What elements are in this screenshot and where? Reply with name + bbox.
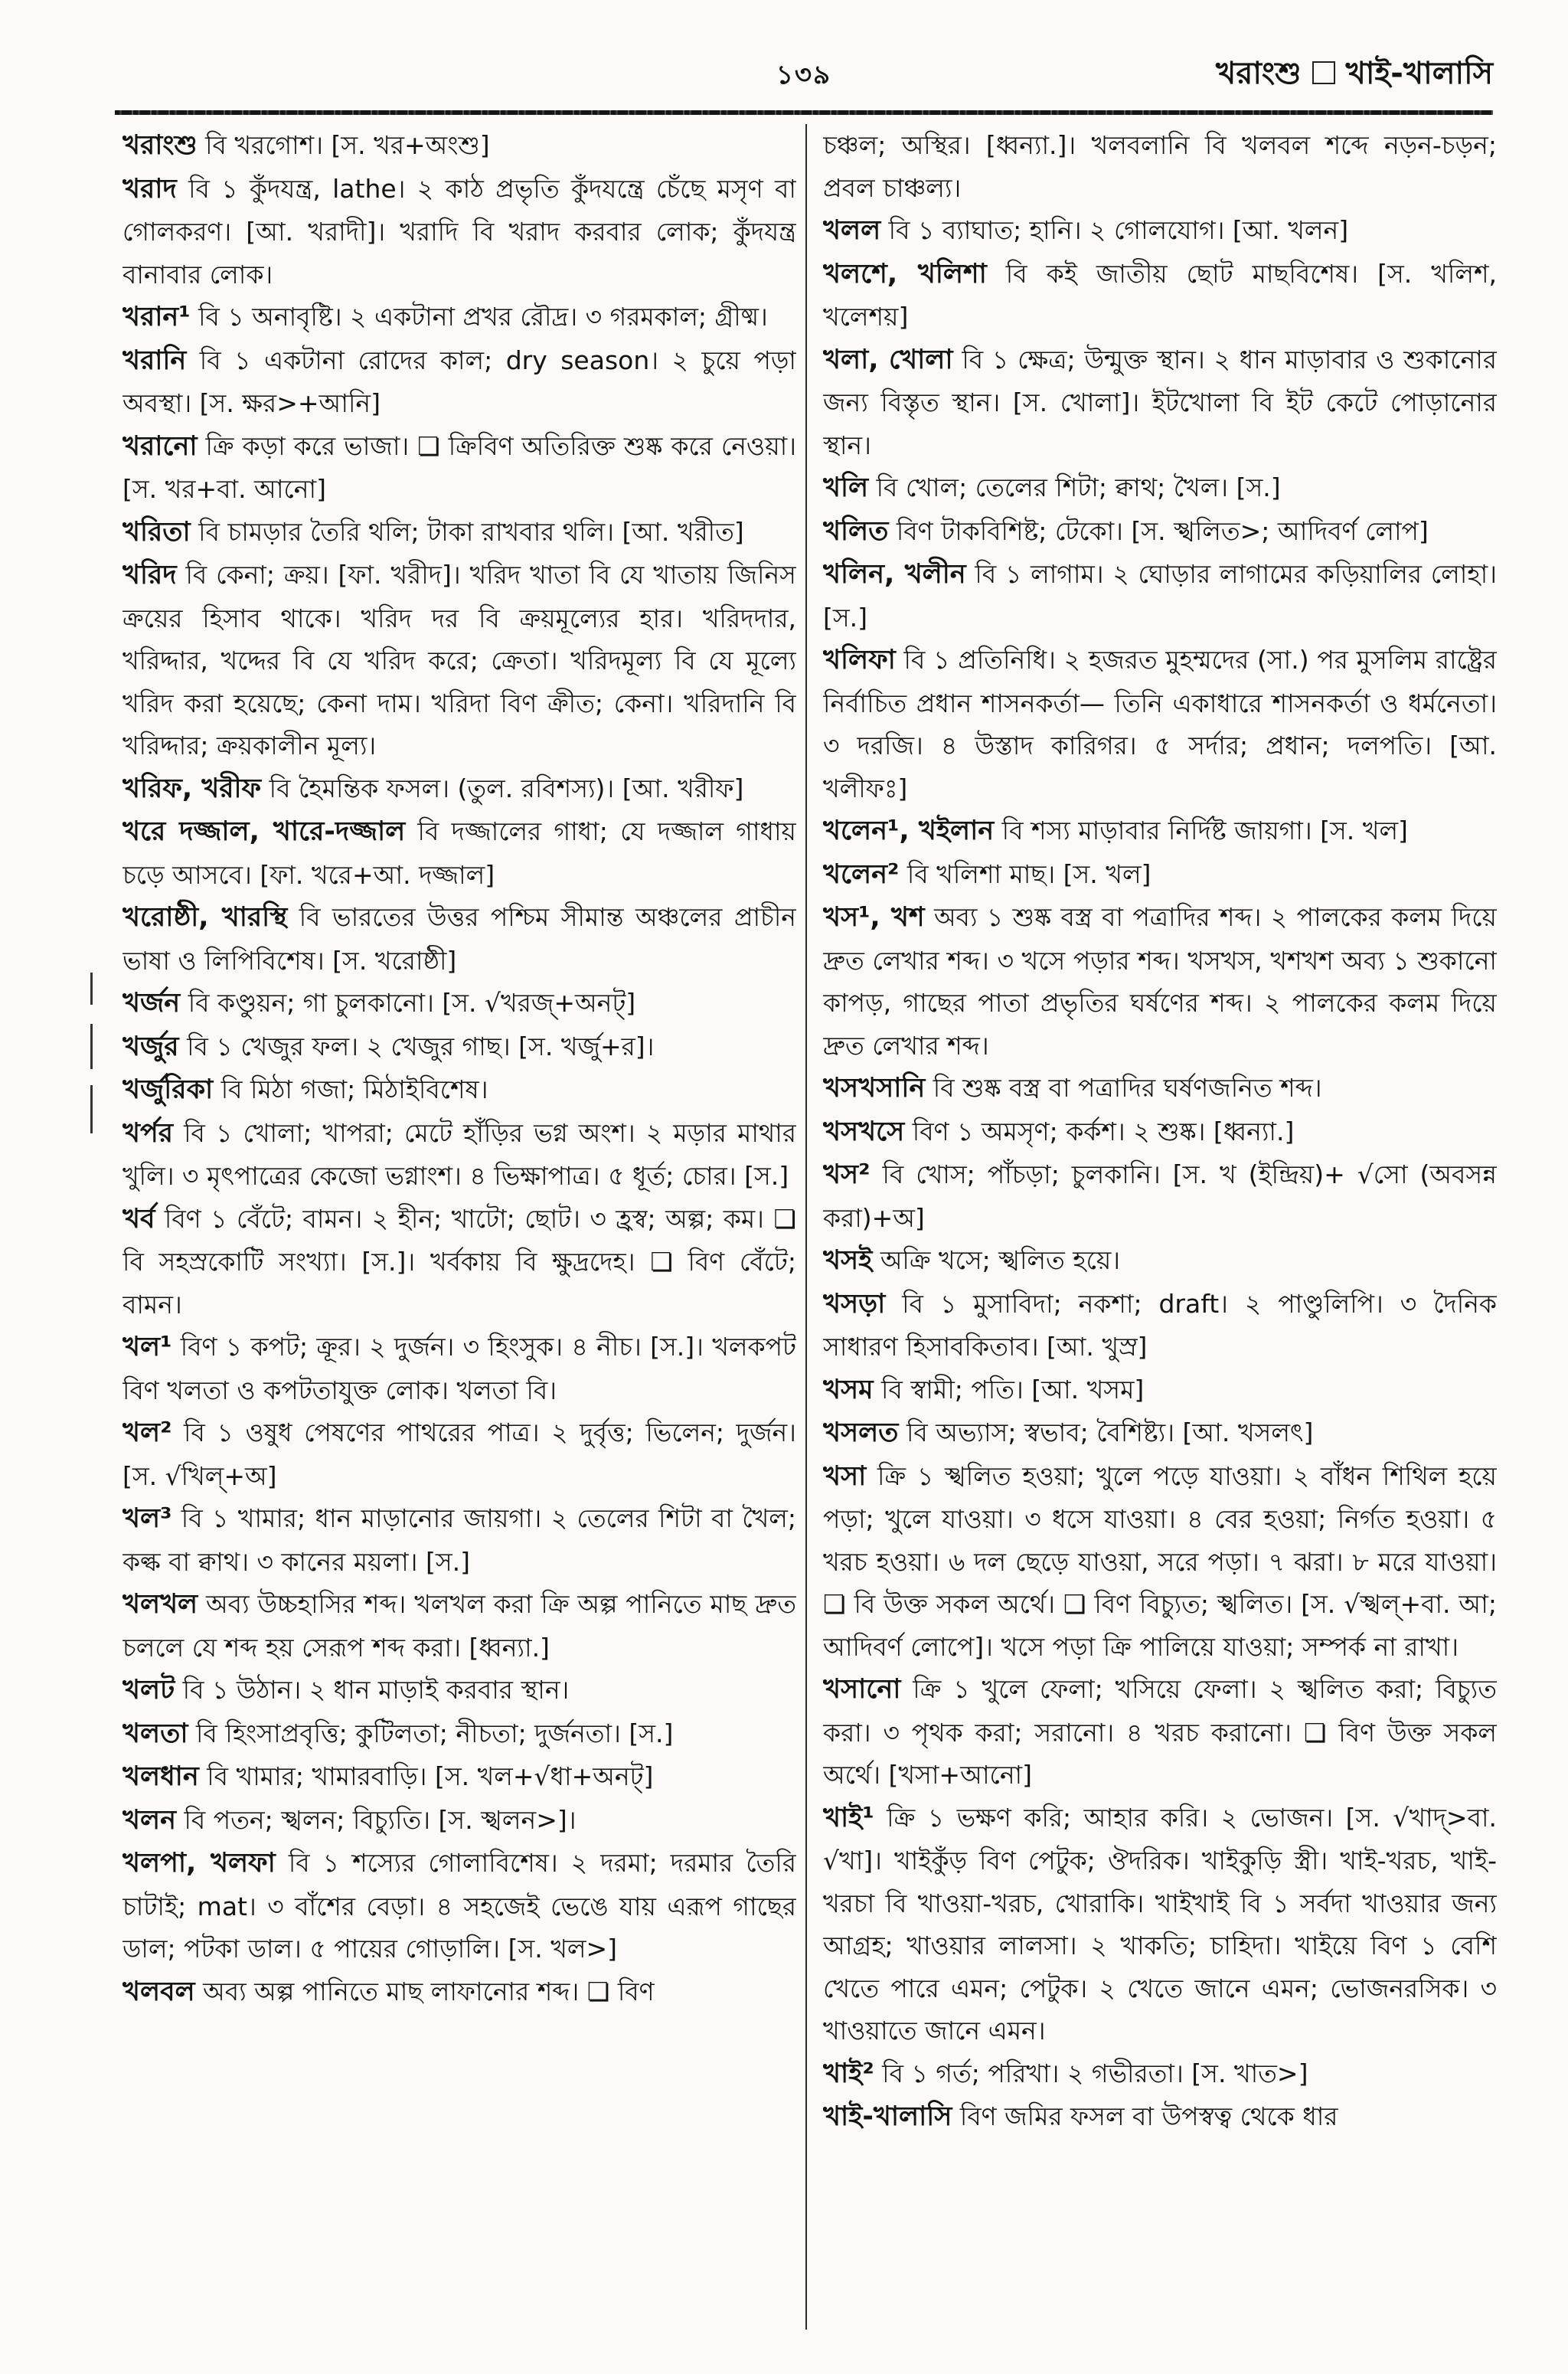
dictionary-entry [823,124,1497,209]
entry-definition: বি ১ ব্যাঘাত; হানি। ২ গোলযোগ। [আ. খলন] [888,215,1349,245]
margin-pencil-mark [90,973,93,1133]
dictionary-entry [823,1239,1497,1283]
dictionary-entry [823,1668,1497,1797]
entry-definition: চঞ্চল; অস্থির। [ধ্বন্যা.]। খলবলানি বি খলবল শব্দে নড়ন-চড়ন; প্রবল চাঞ্চল্য। [823,130,1497,203]
entry-headword: খরিতা [122,516,191,548]
entry-definition: বিণ জমির ফসল বা উপস্বত্ব থেকে ধার [959,2101,1338,2131]
entry-definition: বিণ টাকবিশিষ্ট; টেকো। [স. স্খলিত>; আদিবর্ণ লোপ] [896,515,1429,546]
entry-definition: বি হৈমন্তিক ফসল। (তুল. রবিশস্য)। [আ. খরীফ] [269,773,744,803]
entry-definition: বি কই জাতীয় ছোট মাছবিশেষ। [স. খলিশ, খলেশয়] [823,258,1497,332]
dictionary-entry [122,1669,796,1712]
entry-definition: বিণ ১ কপট; ক্রূর। ২ দুর্জন। ৩ হিংসুক। ৪ নীচ। [স.]। খলকপট বিণ খলতা ও কপটতাযুক্ত লোক। খলতা বি। [122,1332,796,1405]
dictionary-entry [823,853,1497,897]
dictionary-entry [823,1110,1497,1154]
entry-definition: অব্য ১ শুষ্ক বস্ত্র বা পত্রাদির শব্দ। ২ পালকের কলম দিয়ে দ্রুত লেখার শব্দ। ৩ খসে পড়ার শব্দ। খসখস, খশখশ অব্য ১ শুকানো কাপড়, গাছের পাতা প্রভৃতির ঘর্ষণের শব্দ। ২ পালকের কলম দিয়ে দ্রুত লেখার শব্দ। [823,902,1497,1061]
dictionary-entry [122,124,796,168]
dictionary-entry [122,1755,796,1799]
dictionary-entry [823,253,1497,338]
entry-headword: খলধান [122,1761,199,1792]
dictionary-entry [823,1368,1497,1412]
entry-headword: খরে দজ্জাল, খারে-দজ্জাল [122,816,406,847]
dictionary-entry [823,809,1497,853]
dictionary-entry [122,896,796,982]
entry-definition: ক্রি ১ স্খলিত হওয়া; খুলে পড়ে যাওয়া। ২ বাঁধন শিথিল হয়ে পড়া; খুলে যাওয়া। ৩ ধসে যাওয়া। ৪ বের হওয়া; নির্গত হওয়া। ৫ খরচ হওয়া। ৬ দল ছেড়ে যাওয়া, সরে পড়া। ৭ ঝরা। ৮ মরে যাওয়া। ❏ বি উক্ত সকল অর্থে। ❏ বিণ বিচ্যুত; স্খলিত। [স. √স্খল্+বা. আ; আদিবর্ণ লোপে]। খসে পড়া ক্রি পালিয়ে যাওয়া; সম্পর্ক না রাখা। [823,1460,1497,1662]
entry-definition: বি অভ্যাস; স্বভাব; বৈশিষ্ট্য। [আ. খসলৎ] [906,1418,1314,1447]
entry-headword: খসানো [823,1674,901,1705]
entry-definition: বি হিংসাপ্রবৃত্তি; কুটিলতা; নীচতা; দুর্জনতা। [স.] [195,1718,674,1748]
entry-headword: খসখসে [823,1116,905,1147]
entry-headword: খসই [823,1245,873,1276]
column-divider [805,124,807,2330]
entry-headword: খসড়া [823,1288,886,1319]
dictionary-entry [122,1497,796,1583]
entry-headword: খলিফা [823,645,896,675]
page-header [115,47,1493,101]
entry-definition: বি ভারতের উত্তর পশ্চিম সীমান্ত অঞ্চলের প্রাচীন ভাষা ও লিপিবিশেষ। [স. খরোষ্ঠী] [122,902,796,976]
entry-headword: খাই¹ [823,1802,874,1833]
dictionary-entry [122,767,796,811]
entry-headword: খর্পর [122,1117,173,1149]
entry-definition: বি মিঠা গজা; মিঠাইবিশেষ। [220,1074,488,1104]
entry-definition: বি ১ একটানা রোদের কাল; dry season। ২ চুয়ে পড়া অবস্থা। [স. ক্ষর>+আনি] [122,345,796,418]
dictionary-entry [122,425,796,511]
dictionary-entry [823,639,1497,809]
entry-headword: খল¹ [122,1332,172,1362]
header-rule [115,110,1493,115]
entry-headword: খলতা [122,1718,188,1749]
entry-definition: বি শুষ্ক বস্ত্র বা পত্রাদির ঘর্ষণজনিত শব্দ। [933,1073,1322,1103]
entry-definition: অক্রি খসে; স্খলিত হয়ে। [880,1245,1121,1275]
entry-headword: খসলত [823,1418,899,1448]
entry-definition: বি ১ প্রতিনিধি। ২ হজরত মুহম্মদের (সা.) পর মুসলিম রাষ্ট্রের নির্বাচিত প্রধান শাসনকর্তা— তিনি একাধারে শাসনকর্তা ও ধর্মনেতা। ৩ দরজি। ৪ উস্তাদ কারিগর। ৫ সর্দার; প্রধান; দলপতি। [আ. খলীফঃ] [823,645,1497,803]
dictionary-entry [122,296,796,339]
entry-definition: বি ১ মুসাবিদা; নকশা; draft। ২ পাণ্ডুলিপি। ৩ দৈনিক সাধারণ হিসাবকিতাব। [আ. খুস্র] [823,1288,1497,1362]
entry-headword: খল³ [122,1503,172,1534]
running-head [1216,49,1493,100]
entry-definition: বি ১ ওষুধ পেষণের পাথরের পাত্র। ২ দুর্বৃত্ত; ভিলেন; দুর্জন। [স. √খিল্+অ] [122,1418,796,1491]
entry-headword: খরান¹ [122,302,191,332]
dictionary-entry [122,1799,796,1843]
dictionary-entry [823,2052,1497,2096]
dictionary-entry [122,1326,796,1411]
dictionary-entry [823,1283,1497,1368]
dictionary-entry [122,1025,796,1069]
entry-definition: বি ১ ক্ষেত্র; উন্মুক্ত স্থান। ২ ধান মাড়াবার ও শুকানোর জন্য বিস্তৃত স্থান। [স. খোলা]। ইটখোলা বি ইট কেটে পোড়ানোর স্থান। [823,344,1497,460]
dictionary-entry [122,982,796,1025]
dictionary-entry [122,1112,796,1198]
entry-definition: বি কেনা; ক্রয়। [ফা. খরীদ]। খরিদ খাতা বি যে খাতায় জিনিস ক্রয়ের হিসাব থাকে। খরিদ দর বি ক্রয়মূল্যের হার। খরিদদার, খরিদ্দার, খদ্দের বি যে খরিদ করে; ক্রেতা। খরিদমূল্য বি যে মূল্যে খরিদ করা হয়েছে; কেনা দাম। খরিদা বিণ ক্রীত; কেনা। খরিদানি বি খরিদ্দার; ক্রয়কালীন মূল্য। [122,560,796,760]
dictionary-entry [122,1198,796,1326]
left-column [122,124,796,2330]
dictionary-entry [122,1842,796,1970]
dictionary-entry [823,1797,1497,2052]
entry-headword: খসম [823,1374,874,1405]
entry-headword: খলেন¹, খইলান [823,816,995,846]
entry-definition: বিণ ১ অমসৃণ; কর্কশ। ২ শুষ্ক। [ধ্বন্যা.] [912,1116,1295,1146]
dictionary-entry [823,896,1497,1067]
entry-headword: খলবল [122,1976,195,2007]
entry-headword: খস² [823,1159,871,1190]
entry-definition: বি ১ অনাবৃষ্টি। ২ একটানা প্রখর রৌদ্র। ৩ গরমকাল; গ্রীষ্ম। [198,302,768,332]
entry-headword: খাই² [823,2058,874,2089]
dictionary-entry [122,1583,796,1669]
dictionary-entry [122,1712,796,1756]
entry-headword: খলন [122,1804,176,1836]
dictionary-entry [823,1153,1497,1239]
entry-headword: খাই-খালাসি [823,2101,952,2132]
entry-definition: বি খলিশা মাছ। [স. খল] [906,858,1152,889]
entry-headword: খলট [122,1675,175,1705]
dictionary-entry [823,553,1497,639]
dictionary-entry [122,1068,796,1112]
entry-definition: বি ১ লাগাম। ২ ঘোড়ার লাগামের কড়িয়ালির লোহা। [স.] [823,559,1497,633]
entry-definition: বি শস্য মাড়াবার নির্দিষ্ট জায়গা। [স. খল] [1001,816,1408,845]
entry-definition: বি ১ খেজুর ফল। ২ খেজুর গাছ। [স. খর্জু+র]। [187,1031,655,1061]
entry-headword: খস¹, খশ [823,902,925,933]
dictionary-entry [823,1067,1497,1110]
dictionary-entry [823,1411,1497,1455]
entry-definition: অব্য অল্প পানিতে মাছ লাফানোর শব্দ। ❏ বিণ [203,1976,655,2006]
entry-headword: খলিত [823,515,889,547]
page-number: ১৩৯ [776,60,832,90]
dictionary-entry [122,554,796,767]
entry-headword: খর্জন [122,988,181,1019]
entry-definition: বি দজ্জালের গাধা; যে দজ্জাল গাধায় চড়ে আসবে। [ফা. খরে+আ. দজ্জাল] [122,816,796,890]
dictionary-entry [823,510,1497,554]
entry-headword: খলেন² [823,858,900,890]
running-head-last-word: খাই-খালাসি [1345,56,1493,91]
box-separator-icon [1312,61,1335,84]
entry-definition: ক্রি ১ খুলে ফেলা; খসিয়ে ফেলা। ২ স্খলিত করা; বিচ্যুত করা। ৩ পৃথক করা; সরানো। ৪ খরচ করানো। ❏ বিণ উক্ত সকল অর্থে। [খসা+আনো] [823,1674,1497,1790]
entry-definition: বি ১ গর্ত; পরিখা। ২ গভীরতা। [স. খাত>] [882,2058,1308,2088]
entry-definition: বি খামার; খামারবাড়ি। [স. খল+√ধা+অনট্] [207,1761,654,1791]
entry-headword: খসখসানি [823,1073,926,1104]
entry-definition: বি খোল; তেলের শিটা; ক্বাথ; খৈল। [স.] [876,473,1281,502]
dictionary-entry [823,2095,1497,2139]
entry-definition: বি খোস; পাঁচড়া; চুলকানি। [স. খ (ইন্দ্রিয়)+ √সো (অবসন্ন করা)+অ] [823,1159,1497,1233]
dictionary-entry [823,1455,1497,1669]
entry-headword: খলা, খোলা [823,344,953,375]
entry-headword: খরাদ [122,173,177,204]
entry-definition: ক্রি ১ ভক্ষণ করি; আহার করি। ২ ভোজন। [স. √খাদ্>বা. √খা]। খাইকুঁড় বিণ পেটুক; ঔদরিক। খাইকুড়ি স্ত্রী। খাই-খরচ, খাই-খরচা বি খাওয়া-খরচ, খোরাকি। খাইখাই বি ১ সর্বদা খাওয়ার জন্য আগ্রহ; খাওয়ার লালসা। ২ খাকতি; চাহিদা। খাইয়ে বিণ ১ বেশি খেতে পারে এমন; পেটুক। ২ খেতে জানে এমন; ভোজনরসিক। ৩ খাওয়াতে জানে এমন। [823,1802,1497,2045]
entry-definition: বি ১ কুঁদযন্ত্র, lathe। ২ কাঠ প্রভৃতি কুঁদযন্ত্রে চেঁছে মসৃণ বা গোলকরণ। [আ. খরাদী]। খরাদি বি খরাদ করবার লোক; কুঁদযন্ত্র বানাবার লোক। [122,173,796,289]
dictionary-entry [122,1970,796,2014]
entry-definition: বিণ ১ বেঁটে; বামন। ২ হীন; খাটো; ছোট। ৩ হ্রস্ব; অল্প; কম। ❏ বি সহস্রকোটি সংখ্যা। [স.]। খর্বকায় বি ক্ষুদ্রদেহ। ❏ বিণ বেঁটে; বামন। [122,1203,796,1319]
entry-definition: অব্য উচ্চহাসির শব্দ। খলখল করা ক্রি অল্প পানিতে মাছ দ্রুত চললে যে শব্দ হয় সেরূপ শব্দ করা। [ধ্বন্যা.] [122,1589,796,1663]
entry-headword: খলি [823,473,869,503]
entry-definition: বি ১ খোলা; খাপরা; মেটে হাঁড়ির ভগ্ন অংশ। ২ মড়ার মাথার খুলি। ৩ মৃৎপাত্রের কেজো ভগ্নাংশ। ৪ ভিক্ষাপাত্র। ৫ ধূর্ত; চোর। [স.] [122,1117,796,1191]
entry-headword: খলশে, খলিশা [823,258,987,289]
dictionary-entry [823,338,1497,467]
entry-headword: খলখল [122,1589,198,1620]
running-head-first-word: খরাংশু [1216,56,1302,91]
entry-headword: খরানি [122,345,187,376]
dictionary-entry [122,810,796,896]
entry-definition: বি কণ্ডুয়ন; গা চুলকানো। [স. √খরজ্+অনট্] [188,988,636,1018]
dictionary-entry [122,1411,796,1497]
entry-definition: বি ১ উঠান। ২ ধান মাড়াই করবার স্থান। [182,1675,570,1705]
entry-headword: খরোষ্ঠী, খারস্থি [122,902,288,933]
dictionary-entry [122,339,796,425]
entry-definition: বি পতন; স্খলন; বিচ্যুতি। [স. স্খলন>]। [184,1804,577,1835]
entry-headword: খসা [823,1460,867,1492]
entry-definition: বি চামড়ার তৈরি থলি; টাকা রাখবার থলি। [আ. খরীত] [198,516,744,547]
entry-definition: ক্রি কড়া করে ভাজা। ❏ ক্রিবিণ অতিরিক্ত শুষ্ক করে নেওয়া। [স. খর+বা. আনো] [122,430,796,504]
right-column [823,124,1497,2330]
entry-headword: খলপা, খলফা [122,1848,276,1879]
entry-headword: খলিন, খলীন [823,559,966,590]
entry-headword: খর্জুরিকা [122,1074,214,1105]
entry-headword: খর্ব [122,1203,155,1234]
entry-definition: বি স্বামী; পতি। [আ. খসম] [881,1374,1145,1404]
entry-headword: খরিদ [122,560,177,590]
entry-definition: বি খরগোশ। [স. খর+অংশু] [205,130,490,160]
entry-definition: বি ১ খামার; ধান মাড়ানোর জায়গা। ২ তেলের শিটা বা খৈল; কল্ক বা ক্বাথ। ৩ কানের ময়লা। [স.] [122,1503,796,1577]
dictionary-entry [122,168,796,296]
entry-definition: বি ১ শস্যের গোলাবিশেষ। ২ দরমা; দরমার তৈরি চাটাই; mat। ৩ বাঁশের বেড়া। ৪ সহজেই ভেঙে যায় এরূপ গাছের ডাল; পটকা ডাল। ৫ পায়ের গোড়ালি। [স. খল>] [122,1848,796,1964]
entry-headword: খরানো [122,430,198,462]
entry-headword: খল² [122,1418,172,1448]
dictionary-entry [122,511,796,554]
entry-headword: খলল [823,215,881,246]
entry-headword: খর্জুর [122,1031,179,1062]
entry-headword: খরিফ, খরীফ [122,773,262,804]
entry-headword: খরাংশু [122,130,198,161]
dictionary-entry [823,209,1497,253]
dictionary-entry [823,466,1497,510]
